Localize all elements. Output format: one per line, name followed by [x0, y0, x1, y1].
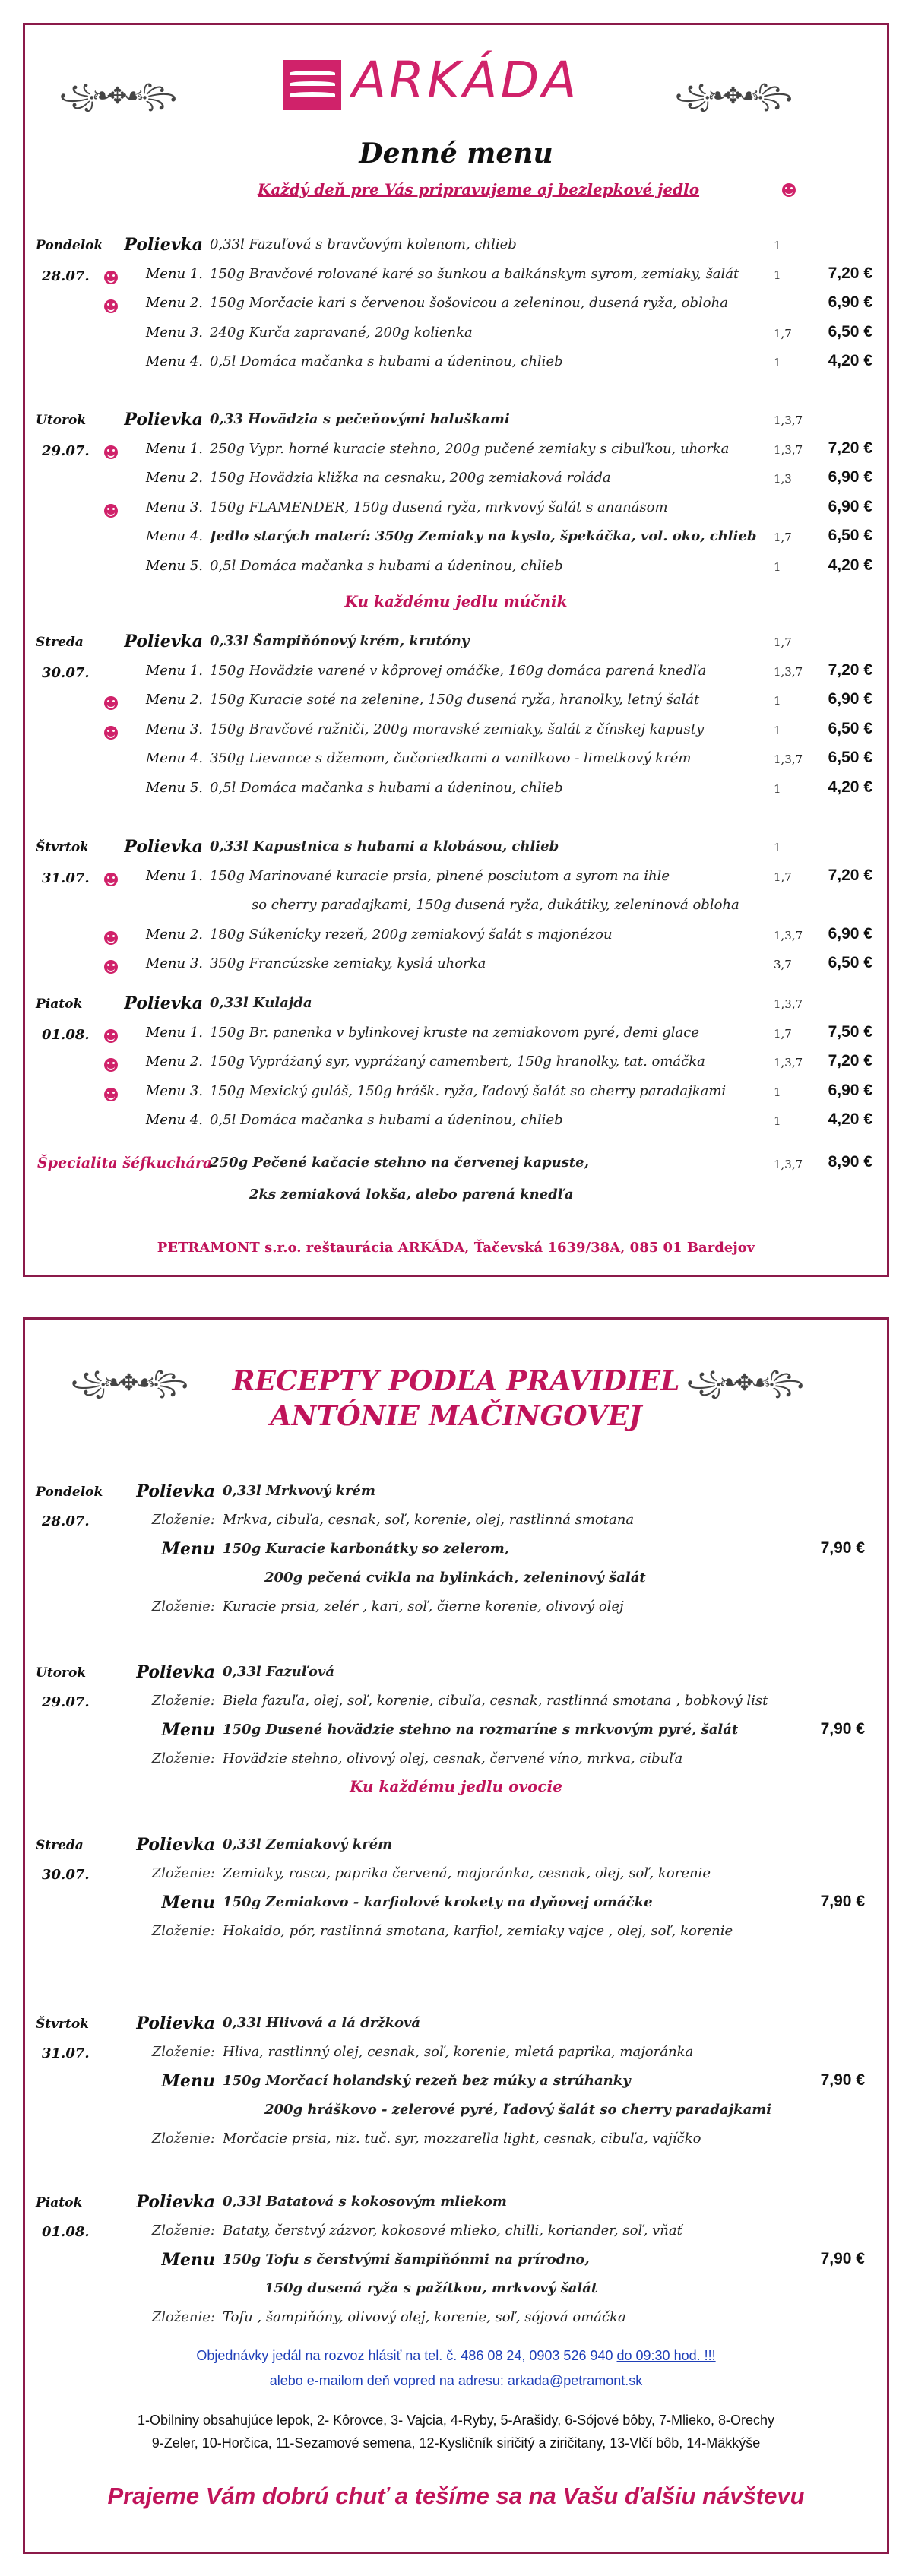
menu-item-text: 0,5l Domáca mačanka s hubami a údeninou, chlieb [210, 1112, 563, 1128]
soup-label: Polievka [136, 1835, 215, 1855]
smiley-icon [104, 696, 118, 710]
fruit-note: Ku každému jedlu ovocie [350, 1777, 562, 1795]
ingredients-label: Zloženie: [151, 2131, 215, 2147]
day-date: 29.07. [42, 1694, 90, 1710]
menu-category: Menu 4. [145, 1112, 203, 1128]
menu-category: Menu 1. [145, 662, 203, 679]
day-name: Pondelok [36, 1484, 103, 1500]
smiley-icon [104, 873, 118, 886]
menu-item-text: 150g Kuracie soté na zelenine, 150g dusená ryža, hranolky, letný šalát [210, 692, 700, 708]
allergen-codes: 1 [774, 781, 781, 796]
menu-category: Menu 1. [145, 440, 203, 457]
menu-item-text: 350g Lievance s džemom, čučoriedkami a vanilkovo - limetkový krém [210, 750, 692, 766]
allergen-codes: 1,7 [774, 531, 792, 544]
menu-item-text: 350g Francúzske zemiaky, kyslá uhorka [210, 955, 486, 971]
menu-category: Menu 4. [145, 353, 203, 369]
allergen-codes: 1 [774, 723, 781, 737]
allergen-codes: 1,7 [774, 326, 792, 341]
menu-dish: 150g Morčací holandský rezeň bez múky a strúhanky [223, 2073, 631, 2089]
menu-dish-line2: 200g hráškovo - zelerové pyré, ľadový šalát so cherry paradajkami [264, 2102, 772, 2118]
allergen-codes: 1,7 [774, 870, 792, 884]
menu-category: Menu 1. [145, 1024, 203, 1041]
menu-category: Menu 3. [145, 499, 203, 515]
recipes-title [25, 1364, 887, 1434]
menu-category: Menu 2. [145, 692, 203, 708]
soup-label: Polievka [136, 1662, 215, 1682]
allergen-codes: 1 [774, 1114, 781, 1128]
menu-item-price: 6,50 € [828, 322, 872, 341]
menu-item-price: 7,20 € [828, 1052, 872, 1069]
menu-item-text: 150g Bravčové ražniči, 200g moravské zemiaky, šalát z čínskej kapusty [210, 721, 705, 737]
menu-item-text: 0,5l Domáca mačanka s hubami a údeninou, chlieb [210, 779, 563, 796]
menu-category: Menu 4. [145, 750, 203, 766]
day-date: 01.08. [42, 1027, 90, 1043]
menu-category: Polievka [124, 993, 203, 1013]
soup-label: Polievka [136, 2192, 215, 2212]
menu-dish-line2: 150g dusená ryža s pažítkou, mrkvový šalát [264, 2280, 598, 2296]
ingredients-label: Zloženie: [151, 1865, 215, 1881]
allergen-codes: 1 [774, 559, 781, 574]
menu-item-text: 150g Marinované kuracie prsia, plnené posciutom a syrom na ihle [210, 867, 670, 884]
menu-item-text: 180g Súkenícky rezeň, 200g zemiakový šalát s majonézou [210, 926, 613, 943]
menu-item-price: 7,20 € [828, 661, 872, 679]
logo-text: ARKÁDA [352, 51, 580, 109]
restaurant-address: PETRAMONT s.r.o. reštaurácia ARKÁDA, Ťačevská 1639/38A, 085 01 Bardejov [157, 1240, 755, 1256]
soup-ingredients: Mrkva, cibuľa, cesnak, soľ, korenie, olej, rastlinná smotana [223, 1512, 635, 1528]
day-name: Utorok [36, 1665, 87, 1681]
menu-item-price: 7,20 € [828, 866, 872, 884]
allergen-codes: 1,3,7 [774, 997, 803, 1011]
ornament-left-icon: ꧁❧✥☙꧂ [71, 1370, 185, 1396]
menu-item-price: 6,90 € [828, 924, 872, 943]
allergen-codes: 1,3,7 [774, 753, 803, 766]
menu-category: Menu 3. [145, 324, 203, 341]
menu-item-text: 0,33l Kulajda [210, 995, 312, 1011]
day-date: 30.07. [42, 1867, 90, 1883]
order-phone-text: Objednávky jedál na rozvoz hlásiť na tel. č. 486 08 24, 0903 526 940 [196, 2348, 617, 2363]
menu-page-recipes [23, 1317, 889, 2554]
soup-label: Polievka [136, 2014, 215, 2033]
smiley-icon [104, 271, 118, 284]
allergen-codes: 1,3,7 [774, 413, 803, 427]
day-name: Štvrtok [36, 2017, 89, 2032]
order-email-text[interactable]: alebo e-mailom deň vopred na adresu: arkada@petramont.sk [269, 2373, 643, 2388]
menu-item-price: 7,20 € [828, 439, 872, 457]
smiley-icon [104, 960, 118, 974]
page-title: Denné menu [359, 138, 553, 170]
recipes-title-line2: ANTÓNIE MAČINGOVEJ [270, 1400, 642, 1432]
day-date: 30.07. [42, 665, 90, 681]
menu-item-price: 4,20 € [828, 352, 872, 369]
ingredients-label: Zloženie: [151, 1751, 215, 1766]
allergen-codes: 1 [774, 694, 781, 708]
smiley-icon [104, 299, 118, 313]
menu-label: Menu [161, 2071, 215, 2091]
menu-item-text: 150g Bravčové rolované karé so šunkou a balkánskym syrom, zemiaky, šalát [210, 265, 739, 282]
day-date: 28.07. [42, 1513, 90, 1529]
allergen-codes: 1,3,7 [774, 442, 803, 457]
ornament-right-icon: ꧁❧✥☙꧂ [675, 83, 790, 109]
ingredients-label: Zloženie: [151, 1599, 215, 1614]
menu-price: 7,90 € [820, 1893, 865, 1910]
ornament-right-icon: ꧁❧✥☙꧂ [686, 1370, 801, 1396]
day-name: Utorok [36, 413, 87, 428]
menu-item-price: 6,90 € [828, 468, 872, 486]
day-date: 29.07. [42, 443, 90, 459]
menu-label: Menu [161, 1893, 215, 1912]
menu-item-text: 0,33l Fazuľová s bravčovým kolenom, chlieb [210, 236, 517, 252]
soup-name: 0,33l Zemiakový krém [223, 1836, 393, 1852]
day-date: 01.08. [42, 2224, 90, 2240]
menu-item-price: 6,90 € [828, 293, 872, 311]
menu-item-text: so cherry paradajkami, 150g dusená ryža, dukátiky, zeleninová obloha [252, 897, 739, 913]
soup-label: Polievka [136, 1481, 215, 1501]
menu-item-text: 0,5l Domáca mačanka s hubami a údeninou, chlieb [210, 353, 563, 369]
day-name: Štvrtok [36, 840, 89, 855]
day-date: 28.07. [42, 268, 90, 284]
chef-special-dish: 250g Pečené kačacie stehno na červenej kapuste, [210, 1155, 589, 1171]
menu-dish-line2: 200g pečená cvikla na bylinkách, zeleninový šalát [264, 1570, 646, 1586]
menu-category: Menu 2. [145, 470, 203, 486]
menu-category: Menu 2. [145, 1054, 203, 1069]
menu-item-price: 6,50 € [828, 527, 872, 544]
ornament-left-icon: ꧁❧✥☙꧂ [59, 83, 174, 109]
menu-category: Menu 2. [145, 295, 203, 311]
menu-category: Menu 5. [145, 557, 203, 574]
smiley-icon [782, 183, 796, 197]
day-name: Piatok [36, 996, 83, 1012]
menu-category: Polievka [124, 837, 203, 857]
day-date: 31.07. [42, 870, 90, 886]
allergen-codes: 1,3,7 [774, 664, 803, 679]
logo-emblem-icon [283, 60, 341, 110]
allergen-codes: 1,7 [774, 635, 792, 649]
allergen-codes: 1 [774, 841, 781, 854]
menu-item-price: 4,20 € [828, 1111, 872, 1128]
menu-item-text: 150g Vypráżaný syr, vypráżaný camembert, 150g hranolky, tat. omáčka [210, 1054, 705, 1069]
goodbye-message: Prajeme Vám dobrú chuť a tešíme sa na Vašu ďalšiu návštevu [107, 2483, 805, 2509]
allergen-codes: 1,3 [774, 472, 792, 486]
chef-special-allergens: 1,3,7 [774, 1158, 803, 1171]
menu-category: Menu 3. [145, 955, 203, 971]
chef-special-price: 8,90 € [828, 1153, 872, 1171]
menu-item-price: 4,20 € [828, 556, 872, 574]
soup-name: 0,33l Hlivová a lá držková [223, 2015, 421, 2031]
menu-item-text: 150g Morčacie kari s červenou šošovicou a zeleninou, dusená ryža, obloha [210, 295, 728, 311]
menu-item-text: Jedlo starých materí: 350g Zemiaky na kyslo, špekáčka, vol. oko, chlieb [210, 528, 757, 544]
allergen-codes: 3,7 [774, 958, 792, 971]
menu-item-text: 250g Vypr. horné kuracie stehno, 200g pučené zemiaky s cibuľkou, uhorka [210, 440, 730, 457]
menu-category: Menu 2. [145, 926, 203, 943]
menu-dish: 150g Zemiakovo - karfiolové krokety na dyňovej omáčke [223, 1894, 653, 1910]
ingredients-label: Zloženie: [151, 1512, 215, 1528]
menu-item-text: 150g FLAMENDER, 150g dusená ryža, mrkvový šalát s ananásom [210, 499, 668, 515]
menu-item-price: 6,90 € [828, 690, 872, 708]
soup-name: 0,33l Mrkvový krém [223, 1483, 375, 1499]
recipes-title-line1: RECEPTY PODĽA PRAVIDIEL [232, 1365, 680, 1397]
day-name: Piatok [36, 2195, 83, 2210]
menu-item-text: 0,33 Hovädzia s pečeňovými haluškami [210, 411, 510, 427]
day-date: 31.07. [42, 2045, 90, 2061]
menu-dish: 150g Dusené hovädzie stehno na rozmaríne s mrkvovým pyré, šalát [223, 1722, 739, 1738]
menu-price: 7,90 € [820, 1720, 865, 1738]
menu-item-price: 4,20 € [828, 778, 872, 796]
menu-item-price: 7,20 € [828, 264, 872, 282]
soup-ingredients: Biela fazuľa, olej, soľ, korenie, cibuľa, cesnak, rastlinná smotana , bobkový list [223, 1693, 768, 1709]
menu-ingredients: Hovädzie stehno, olivový olej, cesnak, červené víno, mrkva, cibuľa [223, 1751, 683, 1766]
menu-item-text: 0,5l Domáca mačanka s hubami a údeninou, chlieb [210, 557, 563, 574]
menu-item-price: 6,50 € [828, 954, 872, 971]
menu-category: Menu 3. [145, 721, 203, 737]
ingredients-label: Zloženie: [151, 2223, 215, 2239]
day-name: Streda [36, 1838, 84, 1853]
allergen-legend-line1: 1-Obilniny obsahujúce lepok, 2- Kôrovce, 3- Vajcia, 4-Ryby, 5-Arašidy, 6-Sójové bôby, 7-Mlieko, 8-Orechy [137, 2413, 775, 2428]
soup-name: 0,33l Fazuľová [223, 1664, 334, 1680]
smiley-icon [104, 1058, 118, 1072]
menu-dish: 150g Kuracie karbonátky so zelerom, [223, 1541, 510, 1557]
menu-item-price: 6,50 € [828, 719, 872, 737]
allergen-codes: 1 [774, 356, 781, 369]
arkada-logo [283, 51, 633, 124]
soup-ingredients: Bataty, čerstvý zázvor, kokosové mlieko, chilli, koriander, soľ, vňať [223, 2223, 682, 2239]
smiley-icon [104, 931, 118, 945]
menu-category: Menu 5. [145, 779, 203, 796]
menu-category: Menu 4. [145, 528, 203, 544]
gluten-free-notice: Každý deň pre Vás pripravujeme aj bezlepkové jedlo [258, 180, 700, 198]
smiley-icon [104, 445, 118, 459]
menu-item-price: 6,90 € [828, 497, 872, 515]
smiley-icon [104, 504, 118, 518]
order-deadline-text: do 09:30 hod. !!! [616, 2348, 716, 2363]
menu-price: 7,90 € [820, 2250, 865, 2267]
menu-ingredients: Hokaido, pór, rastlinná smotana, karfiol, zemiaky vajce , olej, soľ, korenie [223, 1923, 733, 1939]
order-contact [25, 2348, 887, 2364]
menu-item-price: 6,90 € [828, 1081, 872, 1099]
menu-category: Polievka [124, 235, 203, 255]
allergen-codes: 1 [774, 268, 781, 282]
soup-ingredients: Zemiaky, rasca, paprika červená, majoránka, cesnak, olej, soľ, korenie [223, 1865, 711, 1881]
allergen-codes: 1 [774, 1085, 781, 1099]
ingredients-label: Zloženie: [151, 1923, 215, 1939]
menu-category: Menu 3. [145, 1082, 203, 1099]
ingredients-label: Zloženie: [151, 2309, 215, 2325]
chef-special-dish-line2: 2ks zemiaková lokša, alebo parená knedľa [249, 1187, 574, 1202]
menu-price: 7,90 € [820, 2071, 865, 2089]
menu-item-text: 150g Mexický guláš, 150g hrášk. ryža, ľadový šalát so cherry paradajkami [210, 1082, 727, 1099]
soup-name: 0,33l Batatová s kokosovým mliekom [223, 2194, 507, 2210]
menu-price: 7,90 € [820, 1539, 865, 1557]
day-name: Pondelok [36, 238, 103, 253]
menu-category: Polievka [124, 410, 203, 429]
allergen-codes: 1,3,7 [774, 928, 803, 943]
smiley-icon [104, 726, 118, 740]
menu-ingredients: Morčacie prsia, niz. tuč. syr, mozzarella light, cesnak, cibuľa, vajíčko [223, 2131, 701, 2147]
chef-special-label: Špecialita šéfkuchára [37, 1155, 213, 1171]
smiley-icon [104, 1088, 118, 1101]
menu-item-price: 7,50 € [828, 1022, 872, 1041]
menu-label: Menu [161, 1720, 215, 1740]
menu-label: Menu [161, 1539, 215, 1559]
menu-item-price: 6,50 € [828, 749, 872, 766]
allergen-legend-line2: 9-Zeler, 10-Horčica, 11-Sezamové semena, 12-Kysličník siričitý a ziričitany, 13-Vlčí bôb, 14-Mäkkýše [151, 2435, 761, 2451]
allergen-codes: 1 [774, 239, 781, 252]
ingredients-label: Zloženie: [151, 1693, 215, 1709]
menu-item-text: 150g Br. panenka v bylinkovej kruste na zemiakovom pyré, demi glace [210, 1024, 699, 1041]
day-name: Streda [36, 635, 84, 650]
dessert-note: Ku každému jedlu múčnik [344, 592, 568, 610]
ingredients-label: Zloženie: [151, 2044, 215, 2060]
menu-page-daily [23, 23, 889, 1277]
menu-item-text: 150g Hovädzie varené v kôprovej omáčke, 160g domáca parená knedľa [210, 662, 707, 679]
menu-ingredients: Tofu , šampiňóny, olivový olej, korenie, soľ, sójová omáčka [223, 2309, 626, 2325]
soup-ingredients: Hliva, rastlinný olej, cesnak, soľ, korenie, mletá paprika, majoránka [223, 2044, 694, 2060]
menu-item-text: 0,33l Šampiňónový krém, krutóny [210, 633, 470, 649]
allergen-codes: 1,3,7 [774, 1056, 803, 1069]
menu-category: Polievka [124, 632, 203, 651]
menu-item-text: 150g Hovädzia kližka na cesnaku, 200g zemiaková roláda [210, 470, 611, 486]
allergen-codes: 1,7 [774, 1026, 792, 1041]
menu-category: Menu 1. [145, 265, 203, 282]
menu-item-text: 240g Kurča zapravané, 200g kolienka [210, 324, 473, 341]
menu-label: Menu [161, 2250, 215, 2270]
menu-category: Menu 1. [145, 867, 203, 884]
menu-item-text: 0,33l Kapustnica s hubami a klobásou, chlieb [210, 838, 559, 854]
smiley-icon [104, 1029, 118, 1043]
menu-dish: 150g Tofu s čerstvými šampiňónmi na prírodno, [223, 2251, 590, 2267]
menu-ingredients: Kuracie prsia, zelér , kari, soľ, čierne korenie, olivový olej [223, 1599, 624, 1614]
